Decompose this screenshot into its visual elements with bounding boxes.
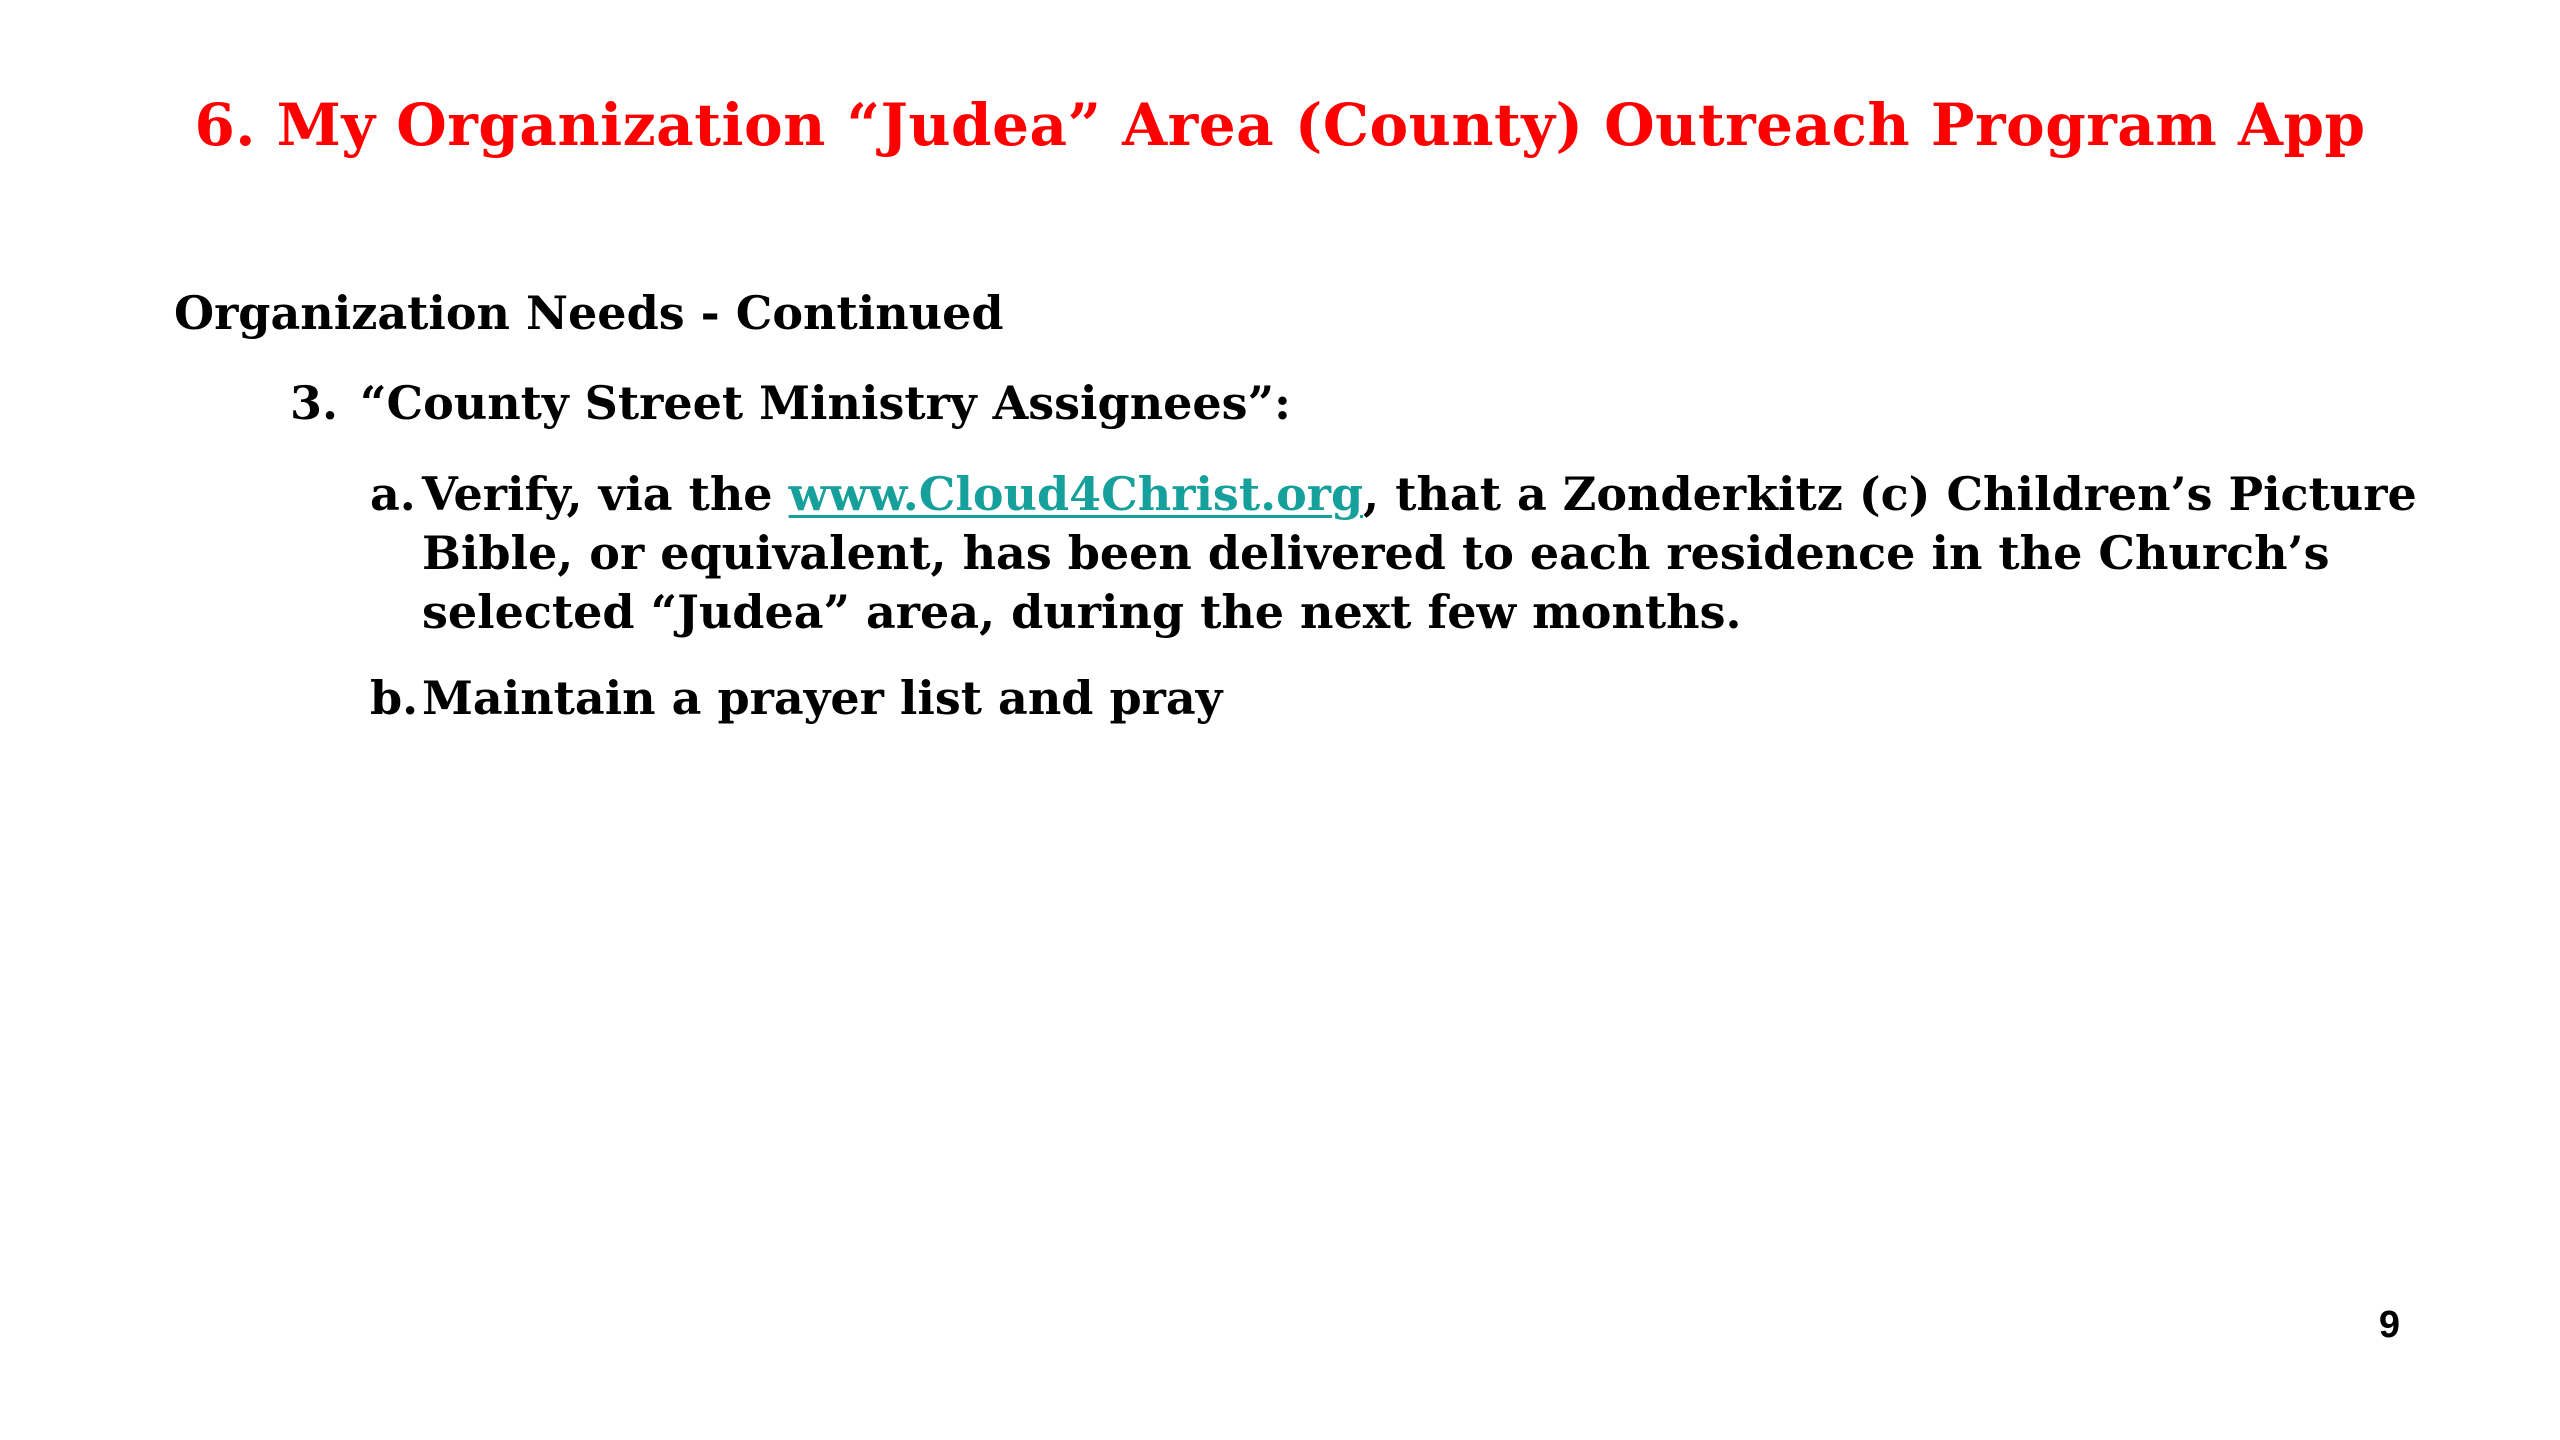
sub-item-a-text-after-link: , that a Zonderkitz (c) Children’s Picture bbox=[1363, 467, 2417, 521]
sub-item-a-text-before-link: Verify, via the bbox=[422, 467, 789, 521]
list-item-label: “County Street Ministry Assignees”: bbox=[360, 376, 1292, 430]
sub-item-b-line bbox=[370, 669, 2450, 728]
sub-item-a-line-2: Bible, or equivalent, has been delivered to each residence in the Church’s bbox=[422, 526, 2330, 580]
sub-item-b bbox=[370, 669, 2450, 728]
page-number: 9 bbox=[2378, 1304, 2400, 1346]
slide-title: 6. My Organization “Judea” Area (County) Outreach Program App bbox=[194, 91, 2366, 159]
sub-item-a-marker: a. bbox=[370, 467, 416, 521]
sub-item-b-text: Maintain a prayer list and pray bbox=[422, 671, 1223, 725]
cloud4christ-link[interactable]: www.Cloud4Christ.org bbox=[788, 467, 1364, 521]
sub-item-a-line-1 bbox=[370, 465, 2450, 524]
section-heading: Organization Needs - Continued bbox=[174, 286, 1004, 340]
sub-item-a bbox=[370, 465, 2450, 642]
sub-item-a-line-3: selected “Judea” area, during the next few months. bbox=[422, 585, 1742, 639]
list-item-3 bbox=[290, 376, 1291, 431]
list-item-number: 3. bbox=[290, 376, 339, 430]
sub-item-b-marker: b. bbox=[370, 671, 419, 725]
